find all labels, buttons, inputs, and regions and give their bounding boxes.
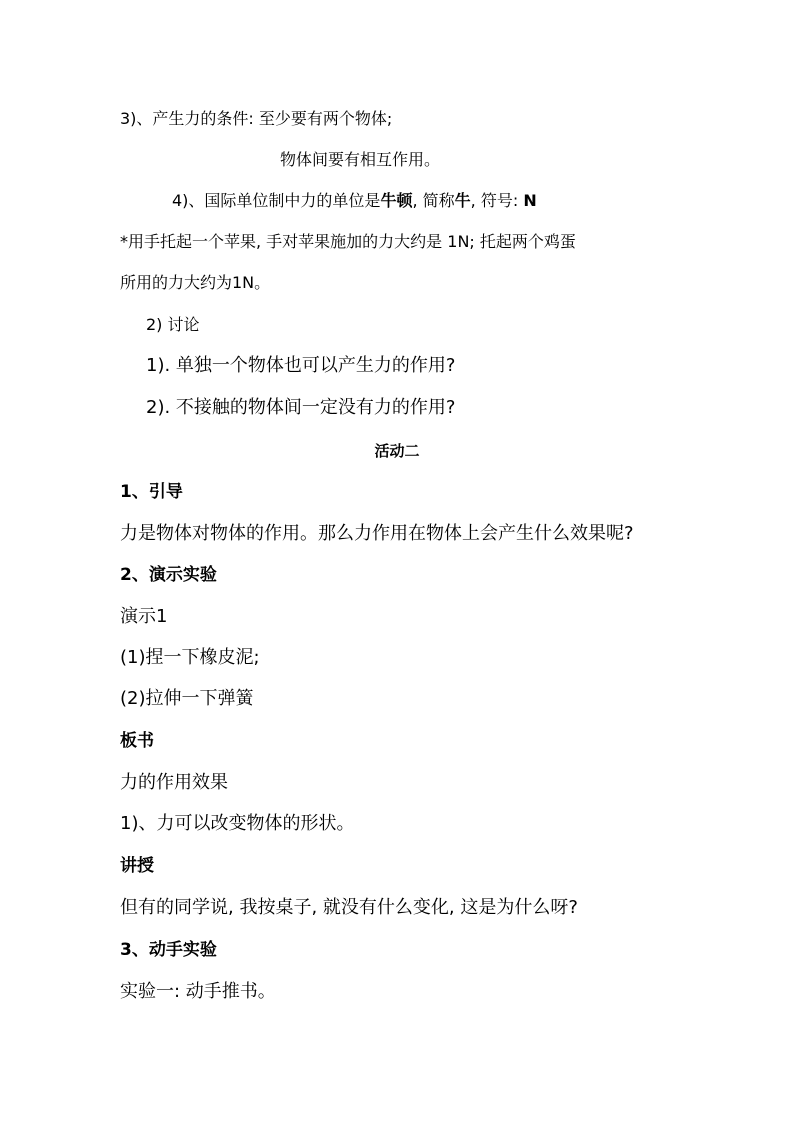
discussion-heading: 2) 讨论	[146, 315, 200, 334]
hands-on-experiment: 实验一: 动手推书。	[120, 981, 276, 1002]
blackboard-item: 1)、力可以改变物体的形状。	[120, 813, 355, 834]
unit-text-2: , 简称	[412, 191, 455, 210]
force-condition-line: 3)、产生力的条件: 至少要有两个物体;	[120, 109, 393, 128]
unit-short-name: 牛	[454, 191, 471, 210]
activity-two-title: 活动二	[374, 442, 420, 460]
lecture-heading: 讲授	[120, 856, 154, 876]
eggs-example-line: 所用的力大约为1N。	[120, 273, 271, 292]
apple-example-line: *用手托起一个苹果, 手对苹果施加的力大约是 1N; 托起两个鸡蛋	[120, 232, 576, 251]
discussion-question-1: 1). 单独一个物体也可以产生力的作用?	[146, 355, 456, 376]
demo-item-1: (1)捏一下橡皮泥;	[120, 647, 260, 668]
blackboard-heading: 板书	[120, 731, 154, 751]
demo-experiment-heading: 2、演示实验	[120, 565, 217, 585]
unit-newton: 牛顿	[380, 191, 413, 210]
guide-heading: 1、引导	[120, 482, 183, 502]
demo-1-label: 演示1	[120, 606, 168, 627]
discussion-question-2: 2). 不接触的物体间一定没有力的作用?	[146, 397, 456, 418]
unit-line	[172, 190, 537, 212]
blackboard-title: 力的作用效果	[120, 772, 228, 793]
lecture-paragraph: 但有的同学说, 我按桌子, 就没有什么变化, 这是为什么呀?	[120, 897, 578, 918]
guide-paragraph: 力是物体对物体的作用。那么力作用在物体上会产生什么效果呢?	[120, 523, 634, 544]
demo-item-2: (2)拉伸一下弹簧	[120, 688, 254, 709]
unit-text-1: 4)、国际单位制中力的单位是	[172, 191, 381, 210]
unit-text-3: , 符号:	[470, 191, 524, 210]
hands-on-heading: 3、动手实验	[120, 940, 217, 960]
unit-symbol: N	[523, 191, 537, 210]
mutual-action-line: 物体间要有相互作用。	[280, 150, 441, 169]
